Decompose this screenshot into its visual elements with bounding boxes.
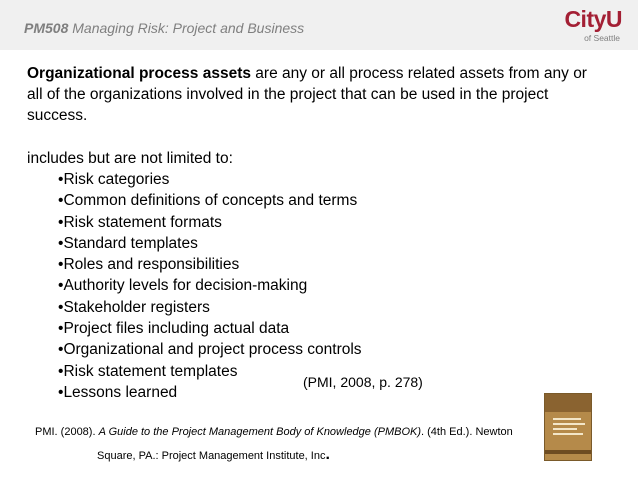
list-item: • Standard templates <box>58 233 362 254</box>
citation: (PMI, 2008, p. 278) <box>303 374 423 390</box>
definition-text: are any or all process related assets from any or all of the organizations involved in the project that can be used in the project success. <box>27 65 587 124</box>
course-code: PM508 <box>24 20 69 36</box>
list-item: • Organizational and project process controls <box>58 339 362 360</box>
reference-title: A Guide to the Project Management Body of Knowledge (PMBOK) <box>98 426 422 438</box>
list-item: • Common definitions of concepts and terms <box>58 190 362 211</box>
list-item: • Lessons learned <box>58 382 362 403</box>
reference-publisher: Square, PA.: Project Management Institute, Inc <box>97 450 326 462</box>
list-item: • Risk statement formats <box>58 212 362 233</box>
list-item: • Roles and responsibilities <box>58 254 362 275</box>
list-item: • Risk categories <box>58 169 362 190</box>
asset-list <box>58 169 362 403</box>
definition-term: Organizational process assets <box>27 65 251 82</box>
reference-line-2 <box>97 446 330 464</box>
list-item: • Stakeholder registers <box>58 297 362 318</box>
list-lead: includes but are not limited to: <box>27 150 233 167</box>
pmbok-book-cover-icon <box>544 393 592 461</box>
list-item: • Project files including actual data <box>58 318 362 339</box>
list-item: • Authority levels for decision-making <box>58 275 362 296</box>
reference-author: PMI. (2008). <box>35 426 96 438</box>
logo-subtext: of Seattle <box>584 33 620 43</box>
list-item: • Risk statement templates <box>58 361 362 382</box>
reference-end: . <box>325 446 330 463</box>
definition-paragraph <box>27 63 602 126</box>
course-heading <box>24 20 304 36</box>
reference-edition: . (4th Ed.). Newton <box>421 426 513 438</box>
cityu-logo <box>560 6 634 46</box>
reference-line-1 <box>35 426 513 438</box>
header-bar <box>0 0 638 50</box>
course-title: Managing Risk: Project and Business <box>72 20 305 36</box>
logo-text: CityU <box>564 6 622 32</box>
